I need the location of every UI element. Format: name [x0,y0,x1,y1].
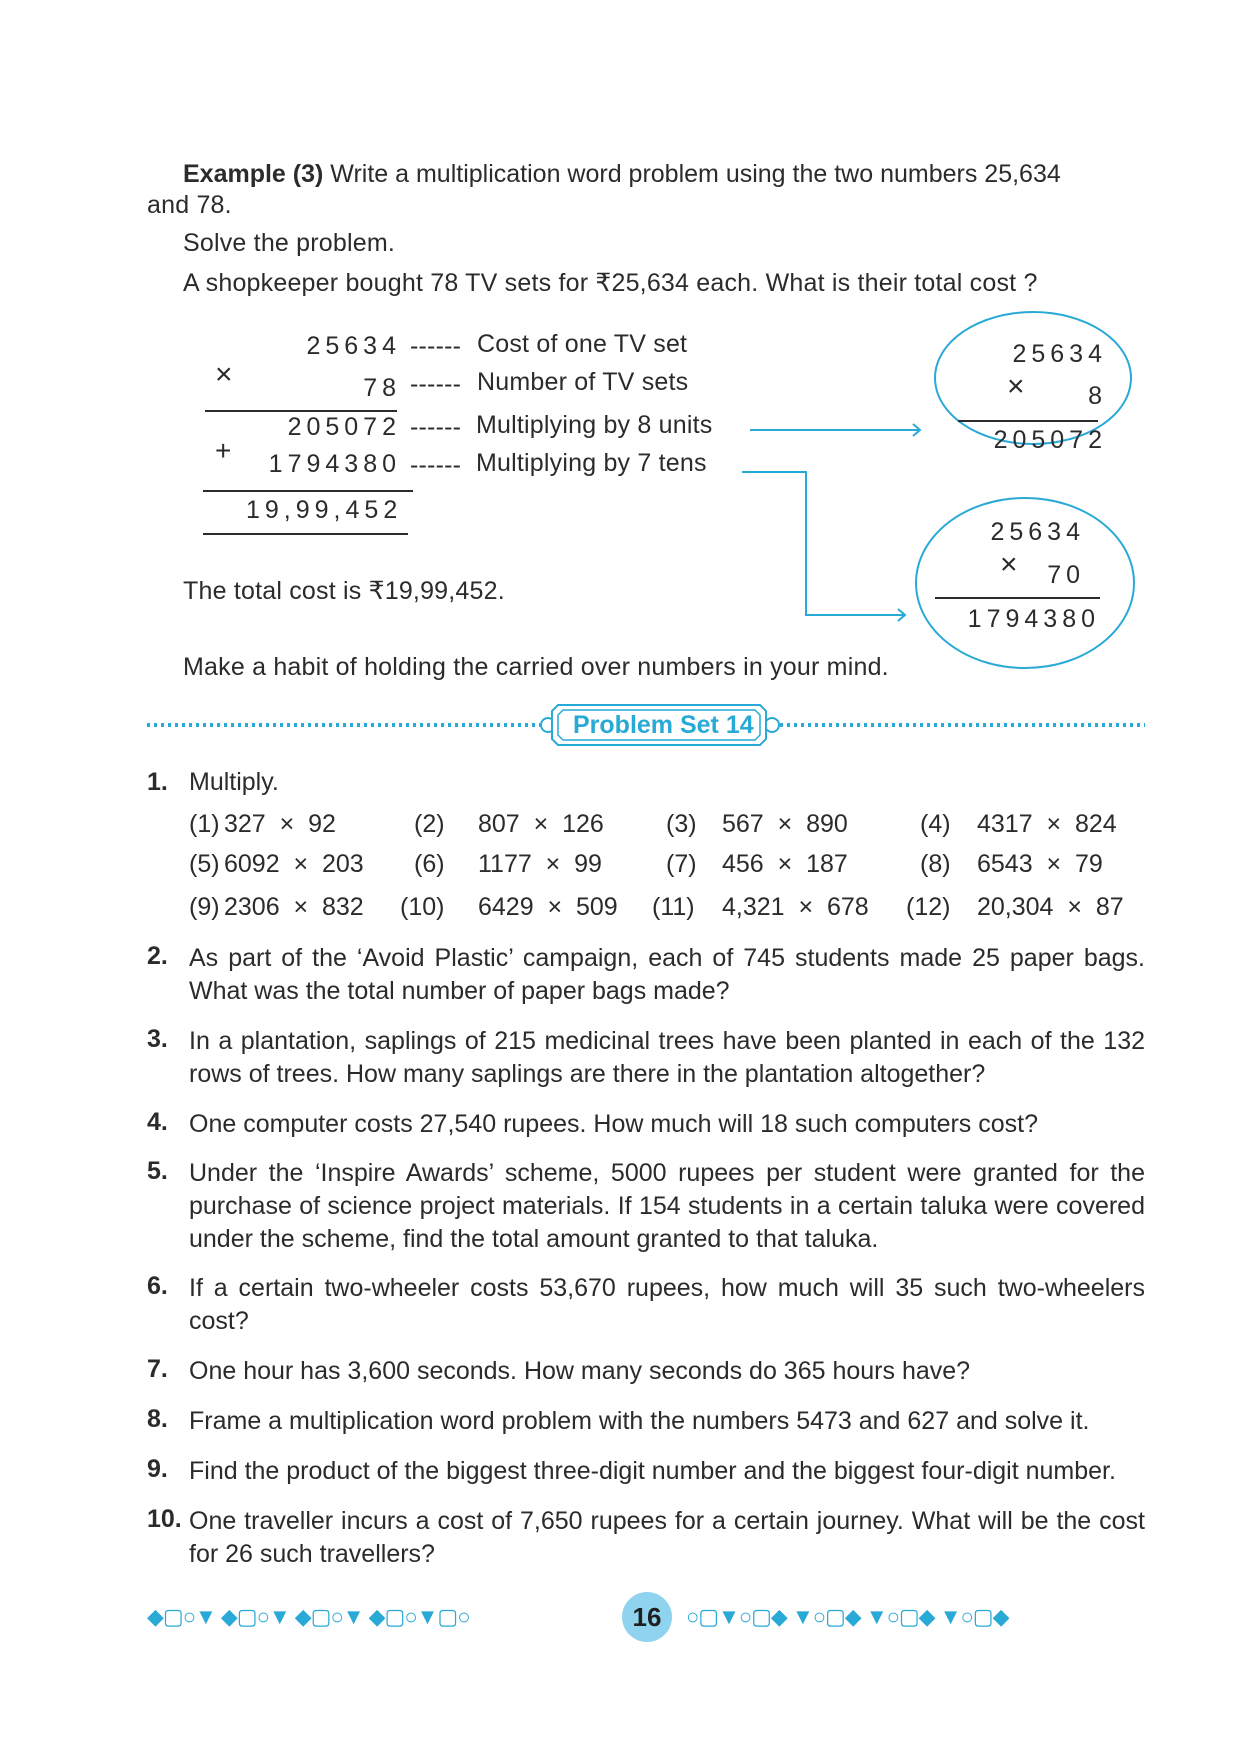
q1-text: Multiply. [189,768,279,796]
question-text: Under the ‘Inspire Awards’ scheme, 5000 rupees per student were granted for the purchase of science project materials. If 154 students in a certain taluka were covered under the scheme, find the total amount granted to that taluka. [189,1159,1145,1253]
total-product: 19,99,452 [246,496,403,524]
plus-sign: + [215,435,232,466]
multiply-item-expression: 807 × 126 [478,810,604,838]
problem-set-title: Problem Set 14 [573,711,754,739]
multiply-item-number: (11) [652,893,695,921]
oval2-rule [935,597,1100,599]
multiplier: 78 [363,374,401,402]
multiply-item-expression: 6092 × 203 [224,850,364,878]
rule-3 [203,533,408,535]
multiply-item-number: (8) [920,850,951,878]
multiply-item-expression: 4317 × 824 [977,810,1117,838]
dash-4: ------ [410,451,462,479]
oval-units-check [934,311,1132,445]
multiply-item-expression: 4,321 × 678 [722,893,869,921]
question-text: One computer costs 27,540 rupees. How much will 18 such computers cost? [189,1110,1039,1138]
oval2-op: × [1000,548,1018,581]
question-text: Find the product of the biggest three-digit number and the biggest four-digit number. [189,1457,1116,1485]
dash-2: ------ [410,370,462,398]
partial-product-1: 205072 [287,413,401,441]
oval1-result: 205072 [993,426,1107,454]
label-by-units: Multiplying by 8 units [476,411,713,439]
multiply-item-expression: 6429 × 509 [478,893,618,921]
habit-text: Make a habit of holding the carried over numbers in your mind. [183,653,889,681]
multiply-item-number: (7) [666,850,697,878]
question-text: One hour has 3,600 seconds. How many seconds do 365 hours have? [189,1357,971,1385]
question-number: 7. [147,1355,168,1383]
multiplicand: 25634 [306,332,401,360]
footer-pattern-left: ◆▢○▼ ◆▢○▼ ◆▢○▼ ◆▢○▼▢○ [147,1604,470,1629]
oval2-b: 70 [1047,561,1085,589]
multiply-item-expression: 6543 × 79 [977,850,1103,878]
problem-text: A shopkeeper bought 78 TV sets for ₹25,634 each. What is their total cost ? [183,269,1038,297]
question-number: 6. [147,1272,168,1300]
dash-1: ------ [410,332,462,360]
label-cost-one: Cost of one TV set [477,330,688,358]
question-number: 10. [147,1505,182,1533]
question-text: In a plantation, saplings of 215 medicinal trees have been planted in each of the 132 rows of trees. How many saplings are there in the plantation altogether? [189,1027,1145,1088]
question-number: 4. [147,1108,168,1136]
multiply-item-expression: 1177 × 99 [478,850,602,878]
question-text: Frame a multiplication word problem with the numbers 5473 and 627 and solve it. [189,1407,1090,1435]
multiply-item-number: (5) [189,850,220,878]
question-number: 5. [147,1157,168,1185]
multiply-item-number: (4) [920,810,951,838]
multiply-item-number: (2) [414,810,445,838]
oval2-a: 25634 [990,518,1085,546]
question-text: If a certain two-wheeler costs 53,670 rupees, how much will 35 such two-wheelers cost? [189,1274,1145,1335]
multiply-item-number: (9) [189,893,220,921]
question-number: 2. [147,942,168,970]
example-paragraph [147,158,1146,191]
multiply-item-number: (12) [906,893,951,921]
footer-pattern-right: ○▢▼○▢◆ ▼○▢◆ ▼○▢◆ ▼○▢◆ [686,1604,1009,1629]
rule-2 [203,490,413,492]
multiply-item-number: (3) [666,810,697,838]
question-number: 3. [147,1025,168,1053]
page-number: 16 [632,1602,662,1632]
multiply-item-number: (1) [189,810,220,838]
question-text: As part of the ‘Avoid Plastic’ campaign, each of 745 students made 25 paper bags. What was the total number of paper bags made? [189,944,1145,1005]
question-text: One traveller incurs a cost of 7,650 rupees for a certain journey. What will be the cost for 26 such travellers? [189,1507,1145,1568]
multiply-sign: × [215,358,233,391]
oval1-b: 8 [1088,382,1107,410]
example-label: Example (3) [183,160,324,188]
example-line2: and 78. [147,191,232,219]
solve-text: Solve the problem. [183,229,396,257]
question-number: 8. [147,1405,168,1433]
multiply-item-expression: 567 × 890 [722,810,848,838]
label-number-sets: Number of TV sets [477,368,689,396]
oval1-op: × [1007,370,1025,403]
multiply-item-expression: 20,304 × 87 [977,893,1124,921]
multiply-item-expression: 327 × 92 [224,810,336,838]
multiply-item-expression: 2306 × 832 [224,893,364,921]
total-cost-text: The total cost is ₹19,99,452. [183,577,505,605]
multiply-item-number: (10) [400,893,445,921]
oval2-result: 1794380 [967,605,1100,633]
example-line1: Write a multiplication word problem using the two numbers 25,634 [330,160,1061,188]
dash-3: ------ [410,413,462,441]
question-number: 9. [147,1455,168,1483]
oval1-rule [958,420,1098,422]
multiply-item-number: (6) [414,850,445,878]
multiply-item-expression: 456 × 187 [722,850,848,878]
rule-1 [205,410,397,412]
q1-number: 1. [147,768,168,796]
partial-product-2: 1794380 [268,450,401,478]
label-by-tens: Multiplying by 7 tens [476,449,707,477]
oval1-a: 25634 [1012,340,1107,368]
